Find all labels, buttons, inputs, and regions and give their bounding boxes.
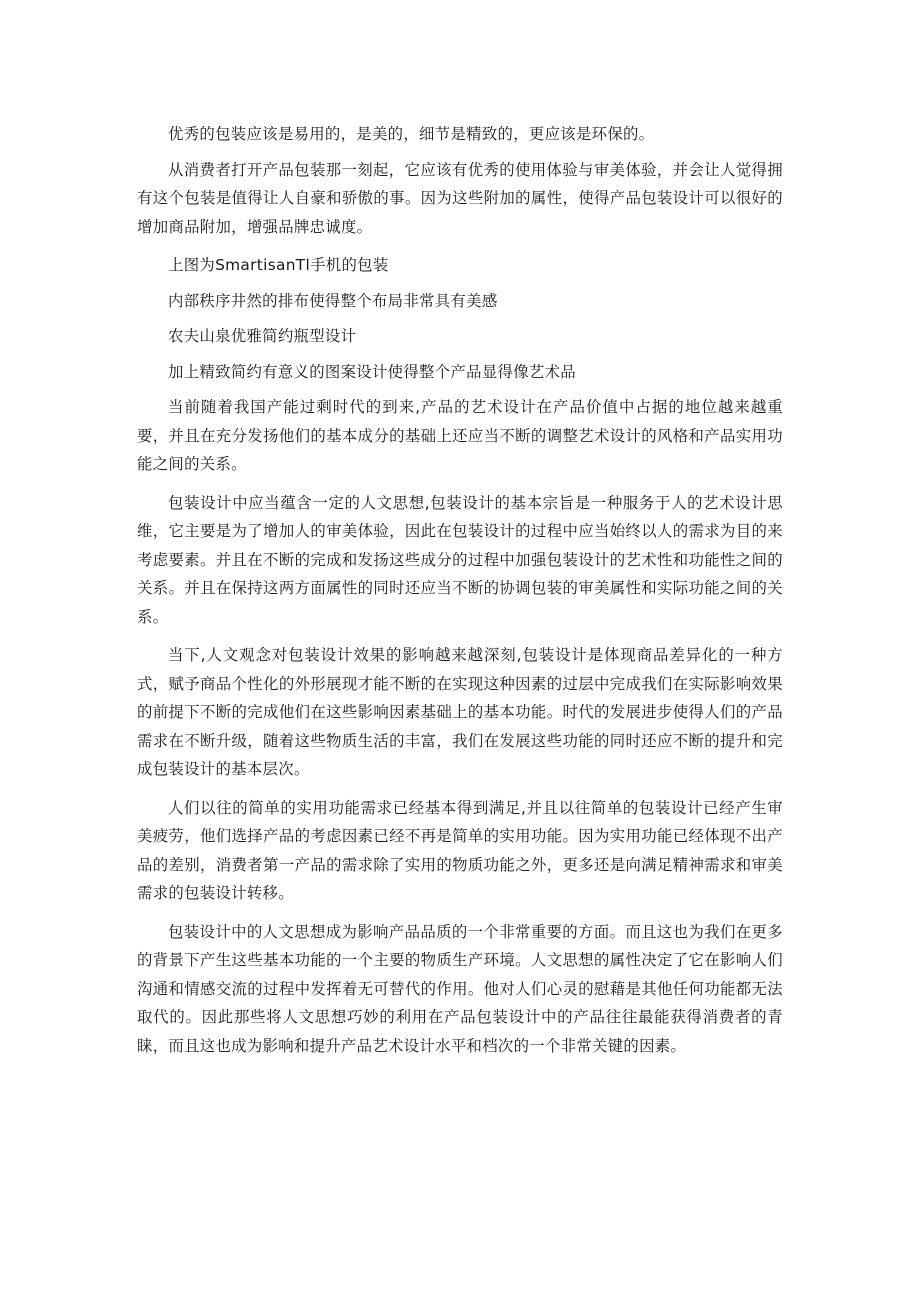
paragraph-11: 包装设计中的人文思想成为影响产品品质的一个非常重要的方面。而且这也为我们在更多的背景下产生这些基本功能的一个主要的物质生产环境。人文思想的属性决定了它在影响人们沟通和情感交流的过程中发挥着无可替代的作用。他对人们心灵的慰藉是其他任何功能都无法取代的。因此那些将人文思想巧妙的利用在产品包装设计中的产品往往最能获得消费者的青睐，而且这也成为影响和提升产品艺术设计水平和档次的一个非常关键的因素。	[137, 922, 783, 1055]
paragraph-4: 内部秩序井然的排布使得整个布局非常具有美感	[168, 291, 498, 310]
paragraph-6: 加上精致简约有意义的图案设计使得整个产品显得像艺术品	[168, 362, 576, 381]
paragraph-3: 上图为SmartisanTl手机的包装	[168, 256, 389, 274]
document-page	[137, 120, 783, 1070]
paragraph-8: 包装设计中应当蕴含一定的人文思想,包装设计的基本宗旨是一种服务于人的艺术设计思维，它主要是为了增加人的审美体验，因此在包装设计的过程中应当始终以人的需求为目的来考虑要素。并且在不断的完成和发扬这些成分的过程中加强包装设计的艺术性和功能性之间的关系。并且在保持这两方面属性的同时还应当不断的协调包装的审美属性和实际功能之间的关系。	[137, 493, 783, 626]
paragraph-10: 人们以往的简单的实用功能需求已经基本得到满足,并且以往简单的包装设计已经产生审美疲劳，他们选择产品的考虑因素已经不再是简单的实用功能。因为实用功能已经体现不出产品的差别，消费者第一产品的需求除了实用的物质功能之外，更多还是向满足精神需求和审美需求的包装设计转移。	[137, 798, 783, 902]
paragraph-1: 优秀的包装应该是易用的，是美的，细节是精致的，更应该是环保的。	[168, 125, 655, 143]
paragraph-7: 当前随着我国产能过剩时代的到来,产品的艺术设计在产品价值中占据的地位越来越重要，并且在充分发扬他们的基本成分的基础上还应当不断的调整艺术设计的风格和产品实用功能之间的关系。	[137, 398, 783, 473]
paragraph-5: 农夫山泉优雅简约瓶型设计	[168, 327, 357, 345]
paragraph-2: 从消费者打开产品包装那一刻起，它应该有优秀的使用体验与审美体验，并会让人觉得拥有这个包装是值得让人自豪和骄傲的事。因为这些附加的属性，使得产品包装设计可以很好的增加商品附加，增强品牌忠诚度。	[137, 160, 783, 236]
paragraph-9: 当下,人文观念对包装设计效果的影响越来越深刻,包装设计是体现商品差异化的一种方式，赋予商品个性化的外形展现才能不断的在实现这种因素的过层中完成我们在实际影响效果的前提下不断的完成他们在这些影响因素基础上的基本功能。时代的发展进步使得人们的产品需求在不断升级，随着这些物质生活的丰富，我们在发展这些功能的同时还应不断的提升和完成包装设计的基本层次。	[137, 646, 783, 778]
